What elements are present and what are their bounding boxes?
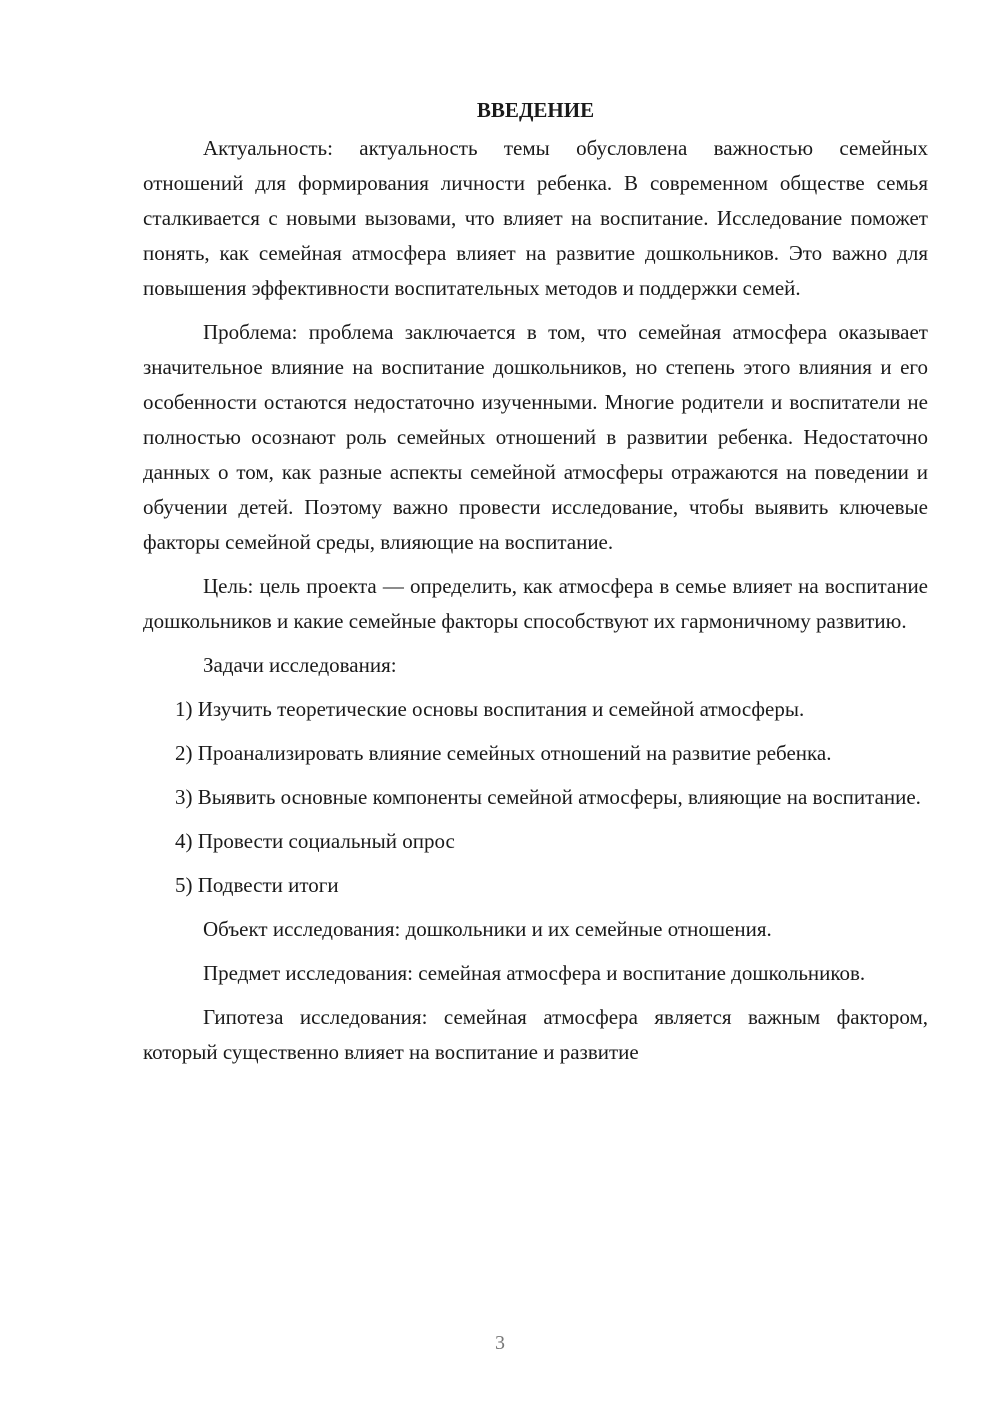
task-item-1: 1) Изучить теоретические основы воспитания и семейной атмосферы. <box>175 697 805 721</box>
paragraph-goal: Цель: цель проекта — определить, как атмосфера в семье влияет на воспитание дошкольников и какие семейные факторы способствуют их гармоничному развитию. <box>143 574 928 633</box>
paragraph-object: Объект исследования: дошкольники и их семейные отношения. <box>203 917 772 941</box>
task-item-4: 4) Провести социальный опрос <box>175 829 455 853</box>
paragraph-problem: Проблема: проблема заключается в том, что семейная атмосфера оказывает значительное влияние на воспитание дошкольников, но степень этого влияния и его особенности остаются недостаточно изученными. Многие родители и воспитатели не полностью осознают роль семейных отношений в развитии ребенка. Недостаточно данных о том, как разные аспекты семейной атмосферы отражаются на поведении и обучении детей. Поэтому важно провести исследование, чтобы выявить ключевые факторы семейной среды, влияющие на воспитание. <box>143 320 928 554</box>
paragraph-subject: Предмет исследования: семейная атмосфера и воспитание дошкольников. <box>203 961 866 985</box>
section-heading: ВВЕДЕНИЕ <box>476 98 595 122</box>
task-item-3: 3) Выявить основные компоненты семейной атмосферы, влияющие на воспитание. <box>175 785 921 809</box>
page-number: 3 <box>495 1332 505 1354</box>
paragraph-relevance: Актуальность: актуальность темы обусловлена важностью семейных отношений для формирования личности ребенка. В современном обществе семья сталкивается с новыми вызовами, что влияет на воспитание. Исследование поможет понять, как семейная атмосфера влияет на развитие дошкольников. Это важно для повышения эффективности воспитательных методов и поддержки семей. <box>143 136 928 300</box>
document-page <box>143 95 928 1070</box>
tasks-title: Задачи исследования: <box>203 653 397 677</box>
paragraph-hypothesis: Гипотеза исследования: семейная атмосфера является важным фактором, который существенно влияет на воспитание и развитие <box>143 1005 928 1064</box>
task-item-5: 5) Подвести итоги <box>175 873 339 897</box>
task-item-2: 2) Проанализировать влияние семейных отношений на развитие ребенка. <box>175 741 832 765</box>
